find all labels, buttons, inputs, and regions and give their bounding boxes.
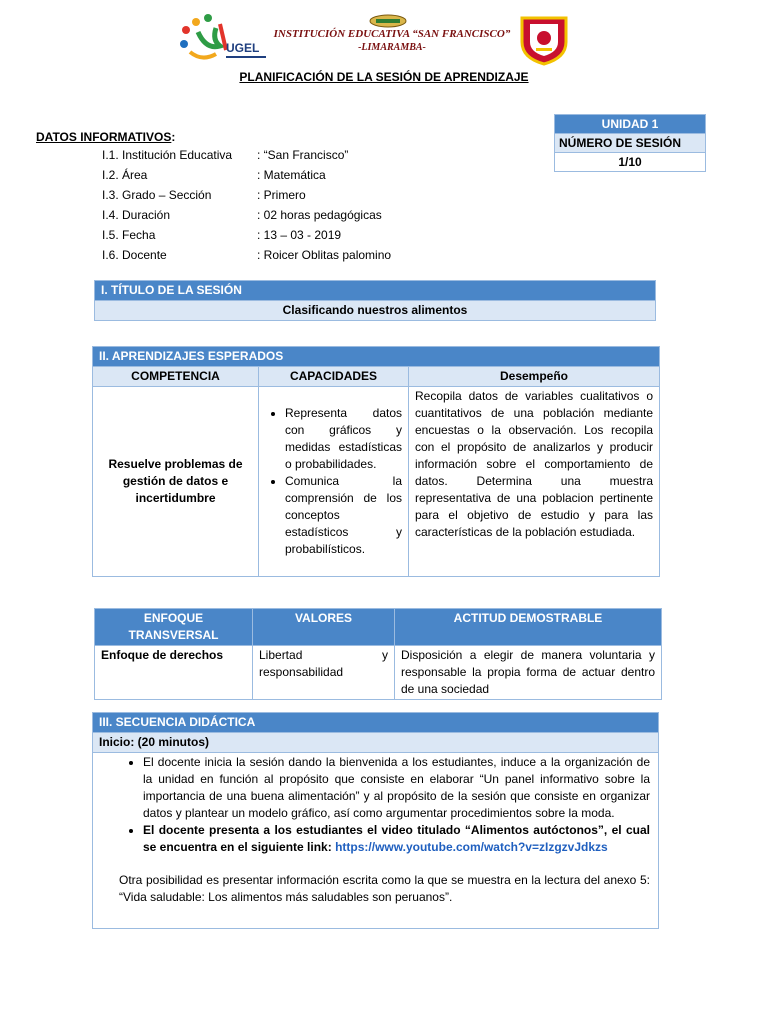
aprendizajes-header: II. APRENDIZAJES ESPERADOS xyxy=(93,347,660,367)
secuencia-item: • El docente presenta a los estudiantes el video titulado “Alimentos autóctonos”, el cual se encuentra en el siguiente link: https://www.youtube.com/watch?v=zIzgzvJdkzs xyxy=(143,822,650,856)
unit-info-box xyxy=(554,114,706,172)
valores-cell: Libertad y responsabilidad xyxy=(253,646,395,700)
institution-place: -LIMARAMBA- xyxy=(358,42,426,53)
ugel-label: UGEL xyxy=(226,41,260,55)
session-number-value: 1/10 xyxy=(555,153,706,172)
session-number-label: NÚMERO DE SESIÓN xyxy=(555,134,706,153)
datos-row: I.2. Área : Matemática xyxy=(102,168,326,182)
institution-emblem-icon xyxy=(368,14,408,28)
datos-row: I.6. Docente : Roicer Oblitas palomino xyxy=(102,248,392,262)
institution-name: INSTITUCIÓN EDUCATIVA “SAN FRANCISCO” xyxy=(273,28,511,40)
capacidades-cell xyxy=(259,387,409,577)
video-link[interactable]: https://www.youtube.com/watch?v=zIzgzvJdkzs xyxy=(335,840,608,854)
col-competencia: COMPETENCIA xyxy=(93,367,259,387)
secuencia-content xyxy=(93,753,659,929)
datos-row: I.4. Duración : 02 horas pedagógicas xyxy=(102,208,382,222)
datos-row: I.3. Grado – Sección : Primero xyxy=(102,188,306,202)
aprendizajes-table xyxy=(92,346,660,577)
titulo-sesion-table xyxy=(94,280,656,321)
datos-informativos-list xyxy=(102,148,391,268)
competencia-cell: Resuelve problemas de gestión de datos e incertidumbre xyxy=(93,387,259,577)
datos-row: I.5. Fecha : 13 – 03 - 2019 xyxy=(102,228,342,242)
unit-label: UNIDAD 1 xyxy=(555,115,706,134)
secuencia-header: III. SECUENCIA DIDÁCTICA xyxy=(93,713,659,733)
titulo-sesion-value: Clasificando nuestros alimentos xyxy=(95,301,656,321)
enfoque-cell: Enfoque de derechos xyxy=(95,646,253,700)
ugel-logo xyxy=(176,10,272,66)
secuencia-table xyxy=(92,712,659,929)
school-crest-icon xyxy=(518,14,570,66)
col-valores: VALORES xyxy=(253,609,395,646)
inicio-label: Inicio: (20 minutos) xyxy=(93,733,659,753)
col-enfoque: ENFOQUE TRANSVERSAL xyxy=(95,609,253,646)
actitud-cell: Disposición a elegir de manera voluntaria y responsable la propia forma de actuar dentro de una sociedad xyxy=(395,646,662,700)
desempeno-cell: Recopila datos de variables cualitativos o cuantitativos de una población mediante encuestas o la observación. Los recopila con el propósito de analizarlos y producir información sobre el comportamiento de datos. Determina una muestra representativa de una poblacion pertinente para el objetivo de estudio y para las características de la población estudiada. xyxy=(409,387,660,577)
datos-row: I.1. Institución Educativa : “San Francisco” xyxy=(102,148,349,162)
capacidad-item: • Representa datos con gráficos y medidas estadísticas o probabilidades. xyxy=(285,405,402,473)
enfoque-table xyxy=(94,608,662,700)
titulo-sesion-header: I. TÍTULO DE LA SESIÓN xyxy=(95,281,656,301)
secuencia-item: • El docente inicia la sesión dando la bienvenida a los estudiantes, induce a la organización de la unidad en función al propósito que consiste en elaborar “Un panel informativo sobre la importancia de una buena alimentación” y al propósito de la sesión que consiste en organizar datos y plantear un modelo gráfico, así como argumentar procedimientos sobre la moda. xyxy=(143,754,650,822)
page-title: PLANIFICACIÓN DE LA SESIÓN DE APRENDIZAJE xyxy=(239,70,529,84)
capacidad-item: • Comunica la comprensión de los conceptos estadísticos y probabilísticos. xyxy=(285,473,402,558)
col-actitud: ACTITUD DEMOSTRABLE xyxy=(395,609,662,646)
secuencia-paragraph: Otra posibilidad es presentar información escrita como la que se muestra en la lectura del anexo 5: “Vida saludable: Los alimentos más saludables son peruanos”. xyxy=(119,873,650,904)
col-capacidades: CAPACIDADES xyxy=(259,367,409,387)
datos-informativos-heading: DATOS INFORMATIVOS: xyxy=(36,130,176,144)
col-desempeno: Desempeño xyxy=(409,367,660,387)
